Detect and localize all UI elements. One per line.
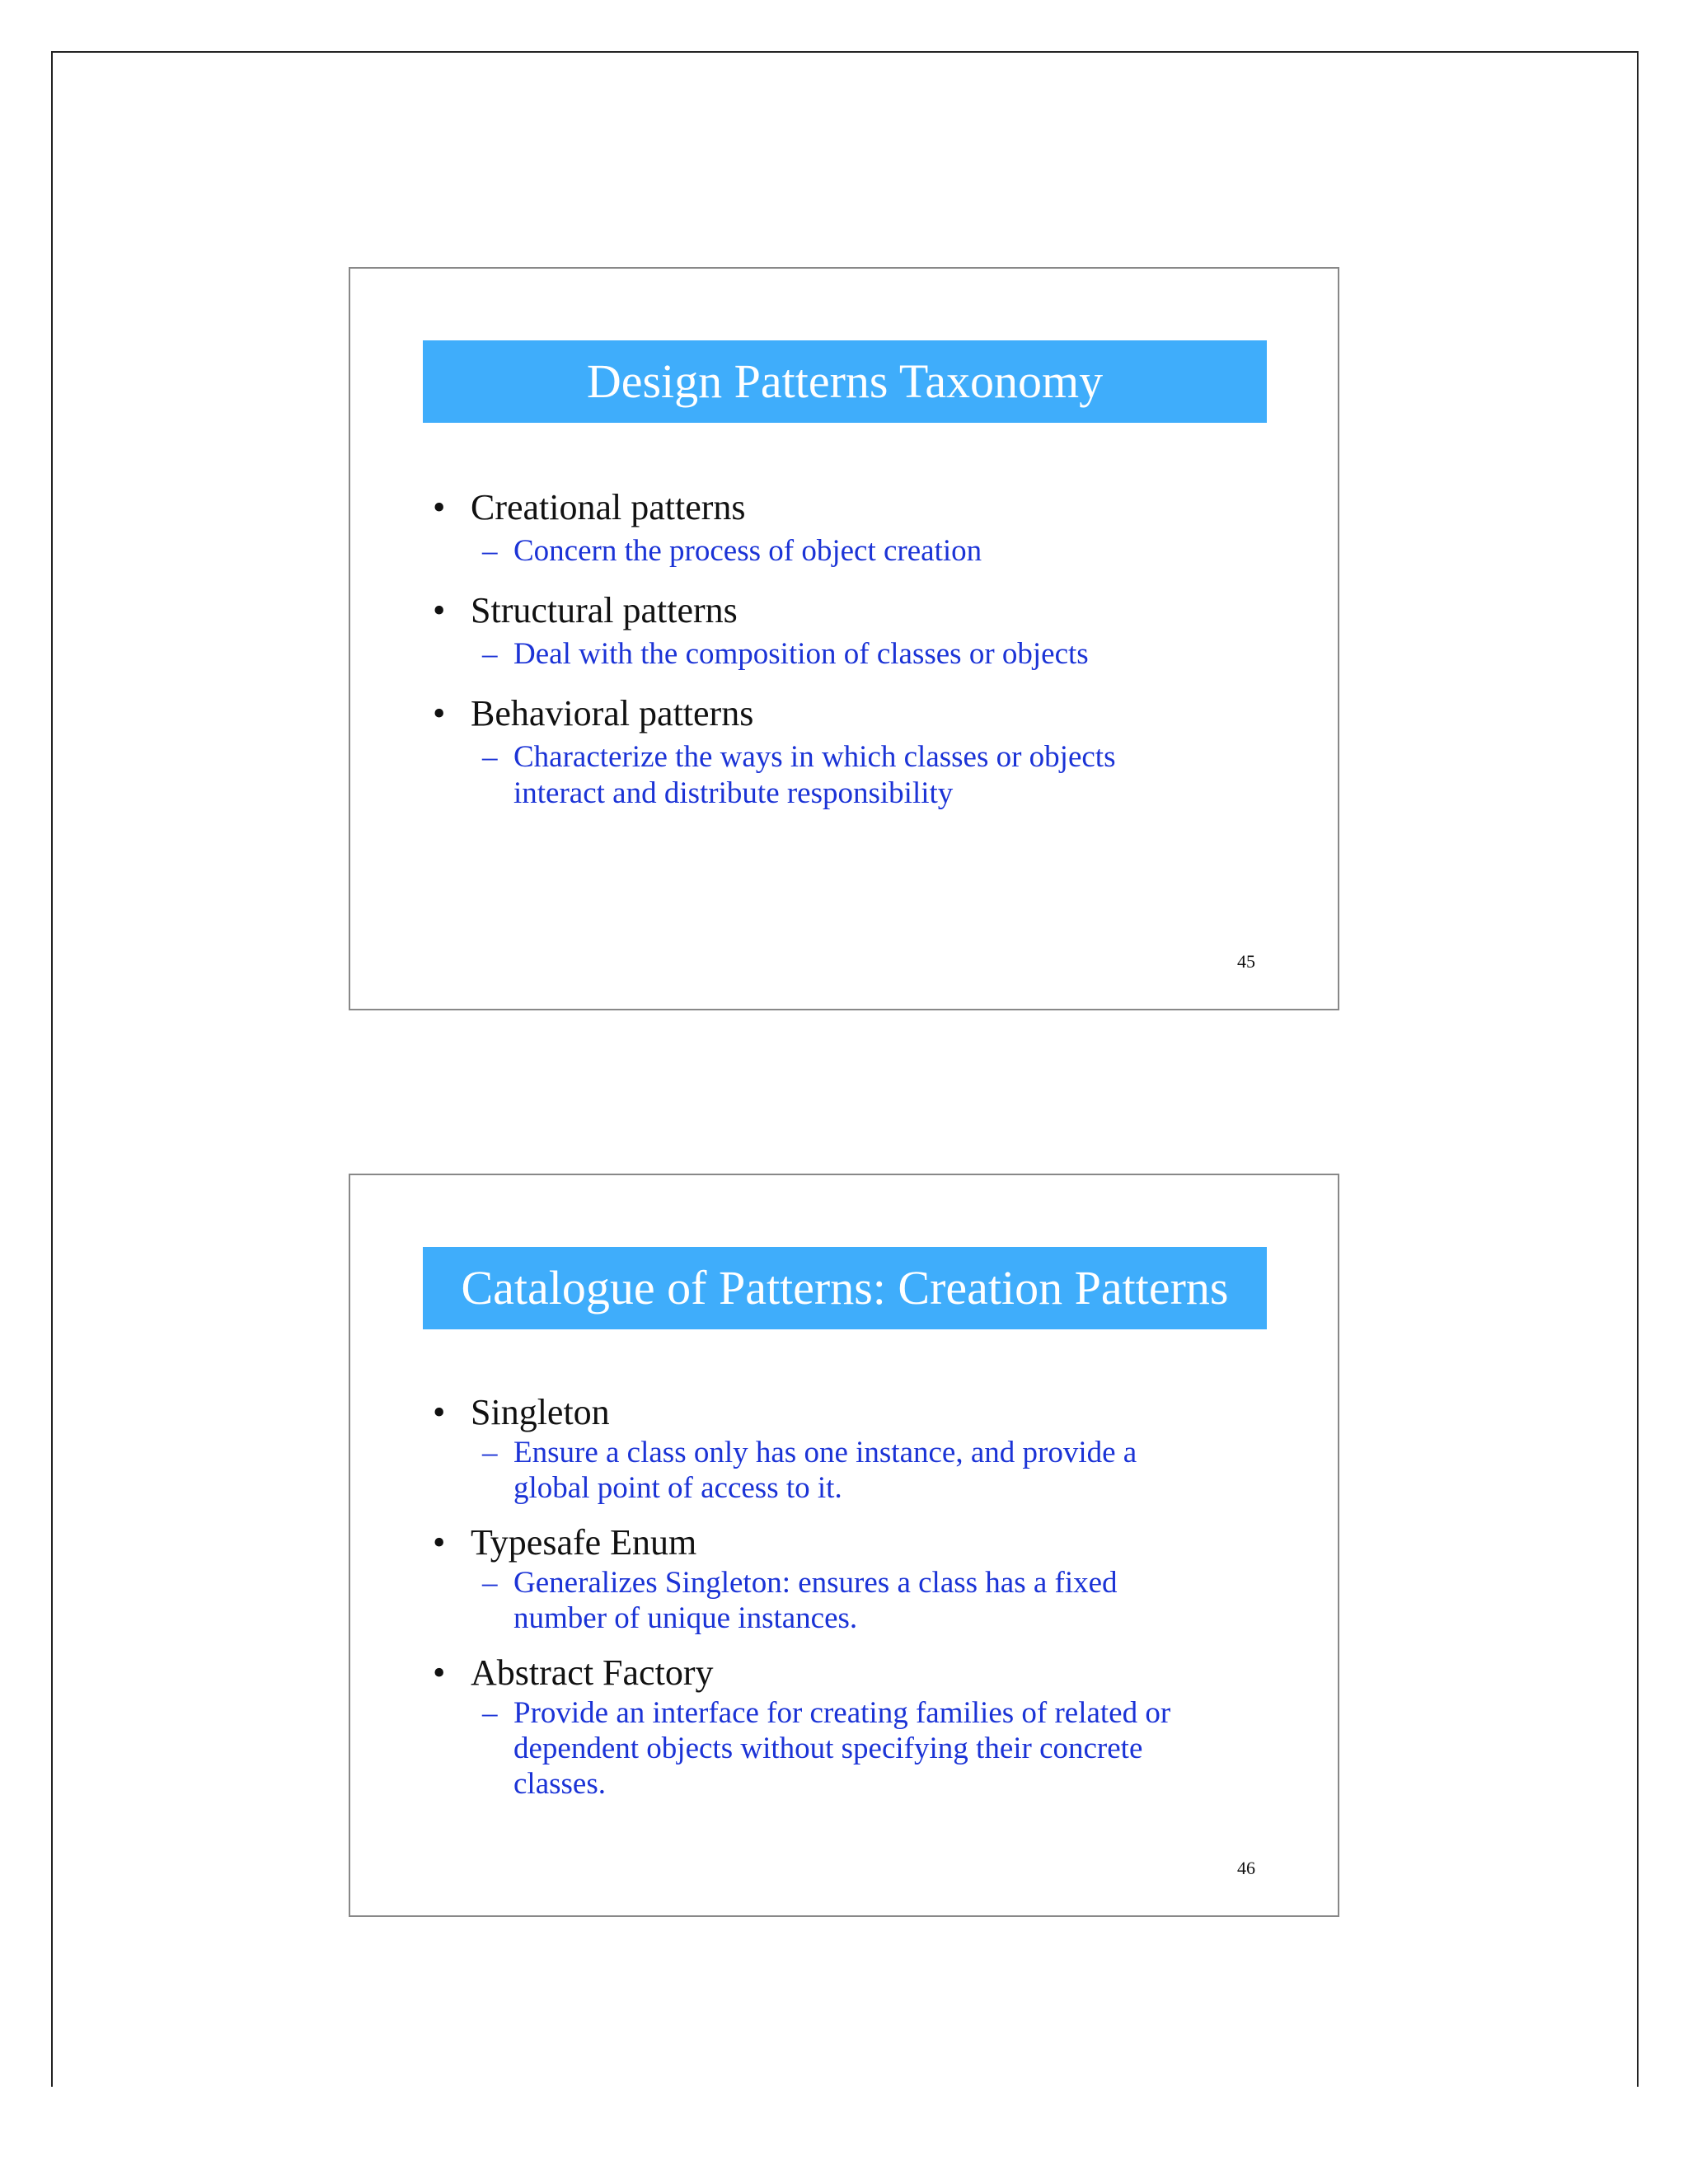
page-number: 45	[1237, 951, 1255, 972]
sub-bullet-text: Generalizes Singleton: ensures a class has a fixed	[513, 1566, 1118, 1600]
bullet-item	[423, 590, 1296, 673]
sub-bullet-text: Characterize the ways in which classes or objects	[513, 740, 1116, 774]
bullet-item	[423, 487, 1296, 569]
dash-icon: –	[482, 1566, 498, 1600]
bullet-icon: •	[433, 1522, 446, 1563]
sub-bullet-text: Deal with the composition of classes or objects	[513, 637, 1089, 671]
dash-icon: –	[482, 534, 498, 568]
sub-bullet-text: number of unique instances.	[513, 1601, 858, 1635]
slide-title: Catalogue of Patterns: Creation Patterns	[461, 1261, 1229, 1315]
slide-title-bar	[423, 340, 1267, 423]
bullet-label: Typesafe Enum	[471, 1522, 697, 1563]
page-number: 46	[1237, 1858, 1255, 1878]
bullet-icon: •	[433, 590, 446, 630]
bullet-label: Behavioral patterns	[471, 693, 754, 733]
dash-icon: –	[482, 1696, 498, 1730]
slide-title: Design Patterns Taxonomy	[586, 354, 1104, 408]
bullet-icon: •	[433, 693, 446, 733]
dash-icon: –	[482, 740, 498, 774]
sub-bullet-text: global point of access to it.	[513, 1471, 842, 1505]
bullet-icon: •	[433, 487, 446, 527]
sub-bullet-text: interact and distribute responsibility	[513, 776, 954, 810]
bullet-label: Singleton	[471, 1392, 610, 1432]
bullet-icon: •	[433, 1652, 446, 1693]
slide-title-bar	[423, 1247, 1267, 1329]
dash-icon: –	[482, 1436, 498, 1469]
bullet-item	[423, 1652, 1296, 1802]
slide-catalogue-creation-patterns	[349, 1174, 1339, 1917]
bullet-label: Abstract Factory	[471, 1652, 714, 1693]
sub-bullet-text: Ensure a class only has one instance, and provide a	[513, 1436, 1137, 1469]
bullet-label: Structural patterns	[471, 590, 738, 630]
sub-bullet-text: Concern the process of object creation	[513, 534, 982, 568]
slide-design-patterns-taxonomy	[349, 267, 1339, 1010]
bullet-label: Creational patterns	[471, 487, 746, 527]
dash-icon: –	[482, 637, 498, 671]
sub-bullet-text: dependent objects without specifying their concrete	[513, 1732, 1143, 1765]
sub-bullet-text: classes.	[513, 1767, 606, 1801]
bullet-icon: •	[433, 1392, 446, 1432]
bullet-item	[423, 1392, 1296, 1506]
bullet-item	[423, 1522, 1296, 1636]
bullet-item	[423, 693, 1296, 812]
sub-bullet-text: Provide an interface for creating families of related or	[513, 1696, 1171, 1730]
